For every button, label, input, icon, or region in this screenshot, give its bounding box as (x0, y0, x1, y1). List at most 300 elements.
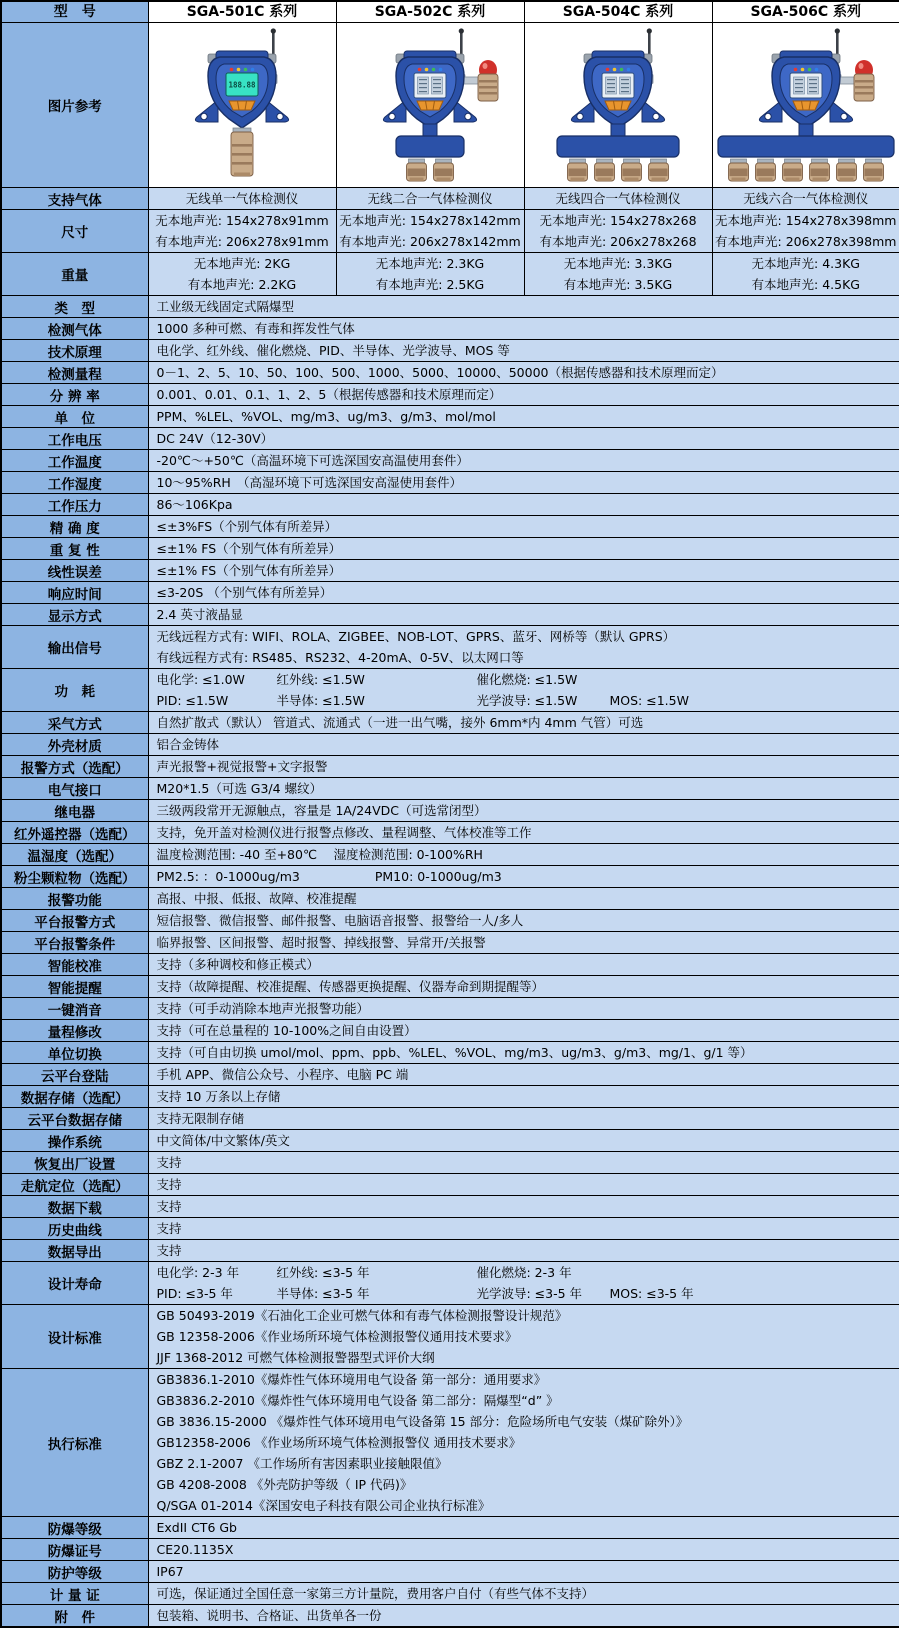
gas-value-2 (524, 188, 712, 210)
sga-502c-device-illustration (337, 24, 523, 182)
spec-row (1, 560, 899, 582)
sga-504c-device-illustration (525, 24, 711, 182)
spec-row-label: 防护等级 (1, 1561, 148, 1583)
size-line: 无本地声光: 154x278x91mm (151, 210, 334, 231)
spec-row (1, 384, 899, 406)
spec-row-value (148, 976, 899, 998)
spec-segment: 无线远程方式有: WIFI、ROLA、ZIGBEE、NOB-LOT、GPRS、蓝牙、网桥等（默认 GPRS） (157, 626, 676, 647)
size-value-3 (712, 210, 899, 253)
spec-row-value (148, 822, 899, 844)
spec-line (157, 362, 899, 383)
spec-segment: GB12358-2006 《作业场所环境气体检测报警仪 通用技术要求》 (157, 1432, 522, 1453)
spec-line (157, 1561, 899, 1582)
spec-row-value (148, 1262, 899, 1305)
spec-segment: 2.4 英寸液晶显 (157, 604, 243, 625)
spec-segment: PM2.5: ：0-1000ug/m3 PM10: 0-1000ug/m3 (157, 866, 502, 887)
spec-row (1, 1108, 899, 1130)
spec-line (157, 1152, 899, 1173)
spec-segment: JJF 1368-2012 可燃气体检测报警器型式评价大纲 (157, 1347, 435, 1368)
spec-segment: 有线远程方式有: RS485、RS232、4-20mA、0-5V、以太网口等 (157, 647, 524, 668)
size-value-2 (524, 210, 712, 253)
size-line: 无本地声光: 154x278x142mm (339, 210, 522, 231)
spec-line (157, 296, 899, 317)
weight-value-2 (524, 253, 712, 296)
spec-segment: 催化燃烧: ≤1.5W (477, 669, 578, 690)
spec-row-label: 功 耗 (1, 669, 148, 712)
size-value-1 (336, 210, 524, 253)
spec-row-label: 分 辨 率 (1, 384, 148, 406)
spec-row-label: 继电器 (1, 800, 148, 822)
spec-row-label: 设计寿命 (1, 1262, 148, 1305)
spec-row-value (148, 998, 899, 1020)
spec-row-value (148, 1539, 899, 1561)
spec-segment: 支持 (157, 1218, 182, 1239)
spec-segment: 光学波导: ≤1.5W (477, 690, 610, 711)
spec-line (157, 1495, 899, 1516)
spec-row-value (148, 1086, 899, 1108)
spec-row-label: 平台报警方式 (1, 910, 148, 932)
device-image-sga-502c (336, 23, 524, 188)
weight-line: 无本地声光: 3.3KG (527, 253, 710, 274)
spec-segment: 支持（可手动消除本地声光报警功能） (157, 998, 370, 1019)
spec-row-value (148, 362, 899, 384)
spec-row-value (148, 340, 899, 362)
spec-row-label: 输出信号 (1, 626, 148, 669)
spec-row-value (148, 494, 899, 516)
spec-segment: ExdII CT6 Gb (157, 1517, 238, 1538)
spec-row-value (148, 1605, 899, 1628)
spec-row (1, 1561, 899, 1583)
spec-segment: 铝合金铸体 (157, 734, 220, 755)
spec-row-value (148, 582, 899, 604)
spec-line (157, 1108, 899, 1129)
spec-segment: 工业级无线固定式隔爆型 (157, 296, 295, 317)
spec-row (1, 778, 899, 800)
spec-row-value (148, 1064, 899, 1086)
spec-row-label: 报警功能 (1, 888, 148, 910)
spec-segment: 支持，免开盖对检测仪进行报警点修改、量程调整、气体校准等工作 (157, 822, 532, 843)
spec-segment: 温度检测范围: -40 至+80℃ 湿度检测范围: 0-100%RH (157, 844, 483, 865)
size-line: 有本地声光: 206x278x142mm (339, 231, 522, 252)
spec-row-label: 数据导出 (1, 1240, 148, 1262)
spec-segment: MOS: ≤1.5W (610, 690, 689, 711)
spec-row (1, 1196, 899, 1218)
spec-segment: 短信报警、微信报警、邮件报警、电脑语音报警、报警给一人/多人 (157, 910, 524, 931)
row-label-image: 图片参考 (1, 23, 148, 188)
spec-row (1, 494, 899, 516)
spec-row (1, 1064, 899, 1086)
spec-segment: PID: ≤3-5 年 (157, 1283, 277, 1304)
spec-row-label: 单 位 (1, 406, 148, 428)
spec-row-value (148, 1583, 899, 1605)
spec-row-value (148, 1517, 899, 1539)
spec-segment: 电化学: ≤1.0W (157, 669, 277, 690)
spec-line (157, 888, 899, 909)
spec-row (1, 976, 899, 998)
spec-row-label: 工作湿度 (1, 472, 148, 494)
spec-row (1, 406, 899, 428)
gas-row (1, 188, 899, 210)
spec-row-label: 操作系统 (1, 1130, 148, 1152)
spec-row-label: 智能提醒 (1, 976, 148, 998)
spec-line (157, 866, 899, 887)
spec-row (1, 844, 899, 866)
spec-row-label: 检测气体 (1, 318, 148, 340)
spec-line (157, 1174, 899, 1195)
spec-row-label: 类 型 (1, 296, 148, 318)
spec-segment: 支持（可在总量程的 10-100%之间自由设置） (157, 1020, 417, 1041)
spec-row-value (148, 844, 899, 866)
spec-line (157, 1432, 899, 1453)
spec-line (157, 626, 899, 647)
spec-line (157, 756, 899, 777)
spec-line (157, 690, 899, 711)
spec-row-value (148, 472, 899, 494)
spec-segment: 支持 (157, 1152, 182, 1173)
weight-line: 无本地声光: 2KG (151, 253, 334, 274)
spec-row (1, 516, 899, 538)
spec-segment: 声光报警+视觉报警+文字报警 (157, 756, 328, 777)
spec-line (157, 954, 899, 975)
spec-row-label: 响应时间 (1, 582, 148, 604)
spec-line (157, 1218, 899, 1239)
spec-row-value (148, 734, 899, 756)
spec-row-value (148, 604, 899, 626)
spec-row (1, 538, 899, 560)
spec-row (1, 822, 899, 844)
spec-segment: 支持无限制存储 (157, 1108, 245, 1129)
spec-row-value (148, 1305, 899, 1369)
spec-row (1, 800, 899, 822)
spec-line (157, 1411, 899, 1432)
spec-line (157, 1064, 899, 1085)
size-line: 有本地声光: 206x278x268 (527, 231, 710, 252)
spec-segment: 三级两段常开无源触点，容量是 1A/24VDC（可选常闭型） (157, 800, 487, 821)
spec-line (157, 1240, 899, 1261)
spec-segment: 半导体: ≤1.5W (277, 690, 477, 711)
spec-segment: 电化学: 2-3 年 (157, 1262, 277, 1283)
spec-line (157, 1474, 899, 1495)
weight-line: 有本地声光: 4.5KG (715, 274, 898, 295)
sga-501c-device-illustration (149, 24, 335, 182)
spec-line (157, 582, 899, 603)
spec-line (157, 1326, 899, 1347)
spec-row (1, 1539, 899, 1561)
spec-line (157, 1196, 899, 1217)
spec-row-label: 云平台数据存储 (1, 1108, 148, 1130)
spec-segment: 高报、中报、低报、故障、校准提醒 (157, 888, 357, 909)
spec-row-label: 设计标准 (1, 1305, 148, 1369)
spec-row (1, 1583, 899, 1605)
spec-segment: 催化燃烧: 2-3 年 (477, 1262, 572, 1283)
spec-segment: ≤±1% FS（个别气体有所差异） (157, 538, 342, 559)
spec-row (1, 932, 899, 954)
spec-row-label: 单位切换 (1, 1042, 148, 1064)
spec-segment: 支持 (157, 1196, 182, 1217)
spec-row-label: 精 确 度 (1, 516, 148, 538)
spec-segment: Q/SGA 01-2014《深国安电子科技有限公司企业执行标准》 (157, 1495, 491, 1516)
device-image-sga-501c (148, 23, 336, 188)
spec-line (157, 910, 899, 931)
spec-line (157, 340, 899, 361)
spec-line (157, 1539, 899, 1560)
spec-row (1, 669, 899, 712)
gas-value-3 (712, 188, 899, 210)
spec-row-value (148, 318, 899, 340)
spec-line (157, 538, 899, 559)
image-row (1, 23, 899, 188)
spec-segment: ≤±1% FS（个别气体有所差异） (157, 560, 342, 581)
spec-row-label: 工作电压 (1, 428, 148, 450)
spec-row (1, 1042, 899, 1064)
spec-row-label: 采气方式 (1, 712, 148, 734)
spec-line (157, 647, 899, 668)
spec-row (1, 1152, 899, 1174)
size-value-0 (148, 210, 336, 253)
weight-value-0 (148, 253, 336, 296)
spec-segment: GB3836.2-2010《爆炸性气体环境用电气设备 第二部分：隔爆型“d” 》 (157, 1390, 559, 1411)
spec-segment: 中文简体/中文繁体/英文 (157, 1130, 290, 1151)
spec-segment: 手机 APP、微信公众号、小程序、电脑 PC 端 (157, 1064, 409, 1085)
spec-line (157, 604, 899, 625)
spec-row-label: 附 件 (1, 1605, 148, 1628)
spec-row-label: 工作温度 (1, 450, 148, 472)
row-label-gas: 支持气体 (1, 188, 148, 210)
weight-line: 无本地声光: 2.3KG (339, 253, 522, 274)
spec-segment: 86～106Kpa (157, 494, 233, 515)
spec-row (1, 340, 899, 362)
spec-row (1, 712, 899, 734)
spec-row-value (148, 1152, 899, 1174)
gas-value-text: 无线二合一气体检测仪 (339, 188, 522, 209)
spec-line (157, 1583, 899, 1604)
spec-row (1, 1517, 899, 1539)
spec-segment: 电化学、红外线、催化燃烧、PID、半导体、光学波导、MOS 等 (157, 340, 510, 361)
spec-line (157, 998, 899, 1019)
spec-row (1, 1130, 899, 1152)
spec-line (157, 1453, 899, 1474)
spec-segment: IP67 (157, 1561, 184, 1582)
spec-row (1, 604, 899, 626)
spec-row (1, 362, 899, 384)
spec-row-value (148, 384, 899, 406)
spec-row-value (148, 450, 899, 472)
spec-row-label: 技术原理 (1, 340, 148, 362)
spec-line (157, 472, 899, 493)
spec-line (157, 428, 899, 449)
spec-segment: 红外线: ≤3-5 年 (277, 1262, 477, 1283)
model-header-label: 型 号 (1, 1, 148, 23)
spec-segment: 支持 10 万条以上存储 (157, 1086, 281, 1107)
spec-row-label: 一键消音 (1, 998, 148, 1020)
spec-row-label: 粉尘颗粒物（选配） (1, 866, 148, 888)
spec-row (1, 472, 899, 494)
spec-segment: GBZ 2.1-2007 《工作场所有害因素职业接触限值》 (157, 1453, 448, 1474)
spec-row-label: 计 量 证 (1, 1583, 148, 1605)
spec-segment: 支持 (157, 1174, 182, 1195)
spec-row (1, 1262, 899, 1305)
spec-line (157, 976, 899, 997)
weight-row (1, 253, 899, 296)
spec-line (157, 669, 899, 690)
spec-row-value (148, 800, 899, 822)
spec-row (1, 734, 899, 756)
spec-row-value (148, 1218, 899, 1240)
weight-line: 有本地声光: 3.5KG (527, 274, 710, 295)
spec-row-value (148, 1561, 899, 1583)
spec-segment: 光学波导: ≤3-5 年 (477, 1283, 610, 1304)
spec-segment: 10～95%RH （高湿环境下可选深国安高湿使用套件） (157, 472, 463, 493)
spec-row-value (148, 756, 899, 778)
spec-segment: ≤±3%FS（个别气体有所差异） (157, 516, 338, 537)
spec-segment: 红外线: ≤1.5W (277, 669, 477, 690)
spec-row (1, 1240, 899, 1262)
spec-row (1, 1174, 899, 1196)
model-name-1: SGA-502C 系列 (336, 1, 524, 23)
spec-row-label: 线性误差 (1, 560, 148, 582)
spec-row-label: 平台报警条件 (1, 932, 148, 954)
spec-line (157, 1347, 899, 1368)
spec-line (157, 450, 899, 471)
spec-segment: 1000 多种可燃、有毒和挥发性气体 (157, 318, 355, 339)
spec-row-value (148, 1042, 899, 1064)
spec-row (1, 756, 899, 778)
spec-row (1, 888, 899, 910)
spec-line (157, 384, 899, 405)
weight-line: 无本地声光: 4.3KG (715, 253, 898, 274)
spec-row-value (148, 560, 899, 582)
spec-row-value (148, 428, 899, 450)
spec-row (1, 1605, 899, 1628)
spec-line (157, 516, 899, 537)
spec-row-value (148, 626, 899, 669)
spec-segment: 0.001、0.01、0.1、1、2、5（根据传感器和技术原理而定） (157, 384, 502, 405)
spec-row-label: 防爆证号 (1, 1539, 148, 1561)
spec-line (157, 1262, 899, 1283)
spec-line (157, 1369, 899, 1390)
spec-row-value (148, 1369, 899, 1517)
spec-row (1, 910, 899, 932)
device-image-sga-506c (712, 23, 899, 188)
spec-line (157, 1020, 899, 1041)
spec-line (157, 1086, 899, 1107)
spec-row-label: 云平台登陆 (1, 1064, 148, 1086)
spec-row-value (148, 954, 899, 976)
spec-line (157, 1130, 899, 1151)
spec-row-label: 显示方式 (1, 604, 148, 626)
spec-row-label: 报警方式（选配） (1, 756, 148, 778)
spec-row-label: 数据下载 (1, 1196, 148, 1218)
spec-segment: 包装箱、说明书、合格证、出货单各一份 (157, 1605, 382, 1626)
spec-segment: DC 24V（12-30V） (157, 428, 274, 449)
spec-line (157, 844, 899, 865)
spec-row (1, 1369, 899, 1517)
gas-value-text: 无线六合一气体检测仪 (715, 188, 898, 209)
spec-row-value (148, 910, 899, 932)
spec-segment: -20℃～+50℃（高温环境下可选深国安高温使用套件） (157, 450, 469, 471)
spec-row-label: 检测量程 (1, 362, 148, 384)
spec-line (157, 778, 899, 799)
spec-segment: M20*1.5（可选 G3/4 螺纹） (157, 778, 323, 799)
spec-line (157, 494, 899, 515)
spec-segment: ≤3-20S （个别气体有所差异） (157, 582, 333, 603)
spec-row-value (148, 1196, 899, 1218)
spec-row-label: 温湿度（选配） (1, 844, 148, 866)
spec-line (157, 822, 899, 843)
spec-segment: 支持（多种调校和修正模式） (157, 954, 320, 975)
spec-row-label: 电气接口 (1, 778, 148, 800)
spec-row-label: 数据存储（选配） (1, 1086, 148, 1108)
spec-row (1, 998, 899, 1020)
spec-row-value (148, 866, 899, 888)
spec-row-value (148, 516, 899, 538)
spec-segment: GB 12358-2006《作业场所环境气体检测报警仪通用技术要求》 (157, 1326, 518, 1347)
spec-row (1, 1020, 899, 1042)
spec-segment: 0－1、2、5、10、50、100、500、1000、5000、10000、50000（根据传感器和技术原理而定） (157, 362, 724, 383)
spec-segment: GB 4208-2008 《外壳防护等级（ IP 代码)》 (157, 1474, 413, 1495)
spec-line (157, 1517, 899, 1538)
spec-segment: GB 3836.15-2000 《爆炸性气体环境用电气设备第 15 部分：危险场所电气安装（煤矿除外）》 (157, 1411, 689, 1432)
spec-row-value (148, 538, 899, 560)
spec-line (157, 1283, 899, 1304)
weight-value-1 (336, 253, 524, 296)
spec-line (157, 1390, 899, 1411)
spec-row (1, 428, 899, 450)
spec-row-label: 历史曲线 (1, 1218, 148, 1240)
spec-row (1, 954, 899, 976)
svg-text:188.88: 188.88 (228, 81, 256, 90)
size-line: 无本地声光: 154x278x268 (527, 210, 710, 231)
spec-line (157, 800, 899, 821)
spec-row-value (148, 932, 899, 954)
size-line: 有本地声光: 206x278x398mm (715, 231, 898, 252)
spec-segment: 自然扩散式（默认） 管道式、流通式（一进一出气嘴，接外 6mm*内 4mm 气管）可选 (157, 712, 644, 733)
device-image-sga-504c (524, 23, 712, 188)
spec-line (157, 932, 899, 953)
spec-line (157, 1605, 899, 1626)
spec-row (1, 1305, 899, 1369)
spec-line (157, 406, 899, 427)
spec-row (1, 866, 899, 888)
spec-line (157, 318, 899, 339)
spec-segment: 可选，保证通过全国任意一家第三方计量院，费用客户自付（有些气体不支持） (157, 1583, 595, 1604)
spec-segment: 支持 (157, 1240, 182, 1261)
spec-row-label: 智能校准 (1, 954, 148, 976)
spec-line (157, 734, 899, 755)
spec-row (1, 296, 899, 318)
spec-row-label: 走航定位（选配） (1, 1174, 148, 1196)
spec-row-value (148, 1108, 899, 1130)
spec-row (1, 626, 899, 669)
spec-row (1, 1086, 899, 1108)
gas-value-0 (148, 188, 336, 210)
spec-segment: GB3836.1-2010《爆炸性气体环境用电气设备 第一部分：通用要求》 (157, 1369, 547, 1390)
spec-line (157, 560, 899, 581)
header-row (1, 1, 899, 23)
spec-row-value (148, 1240, 899, 1262)
spec-row-label: 量程修改 (1, 1020, 148, 1042)
sga-506c-device-illustration (713, 24, 899, 182)
spec-row (1, 582, 899, 604)
size-line: 无本地声光: 154x278x398mm (715, 210, 898, 231)
spec-segment: PID: ≤1.5W (157, 690, 277, 711)
spec-row (1, 318, 899, 340)
spec-line (157, 712, 899, 733)
spec-segment: PPM、%LEL、%VOL、mg/m3、ug/m3、g/m3、mol/mol (157, 406, 496, 427)
spec-row-label: 执行标准 (1, 1369, 148, 1517)
spec-row-value (148, 778, 899, 800)
weight-line: 有本地声光: 2.2KG (151, 274, 334, 295)
